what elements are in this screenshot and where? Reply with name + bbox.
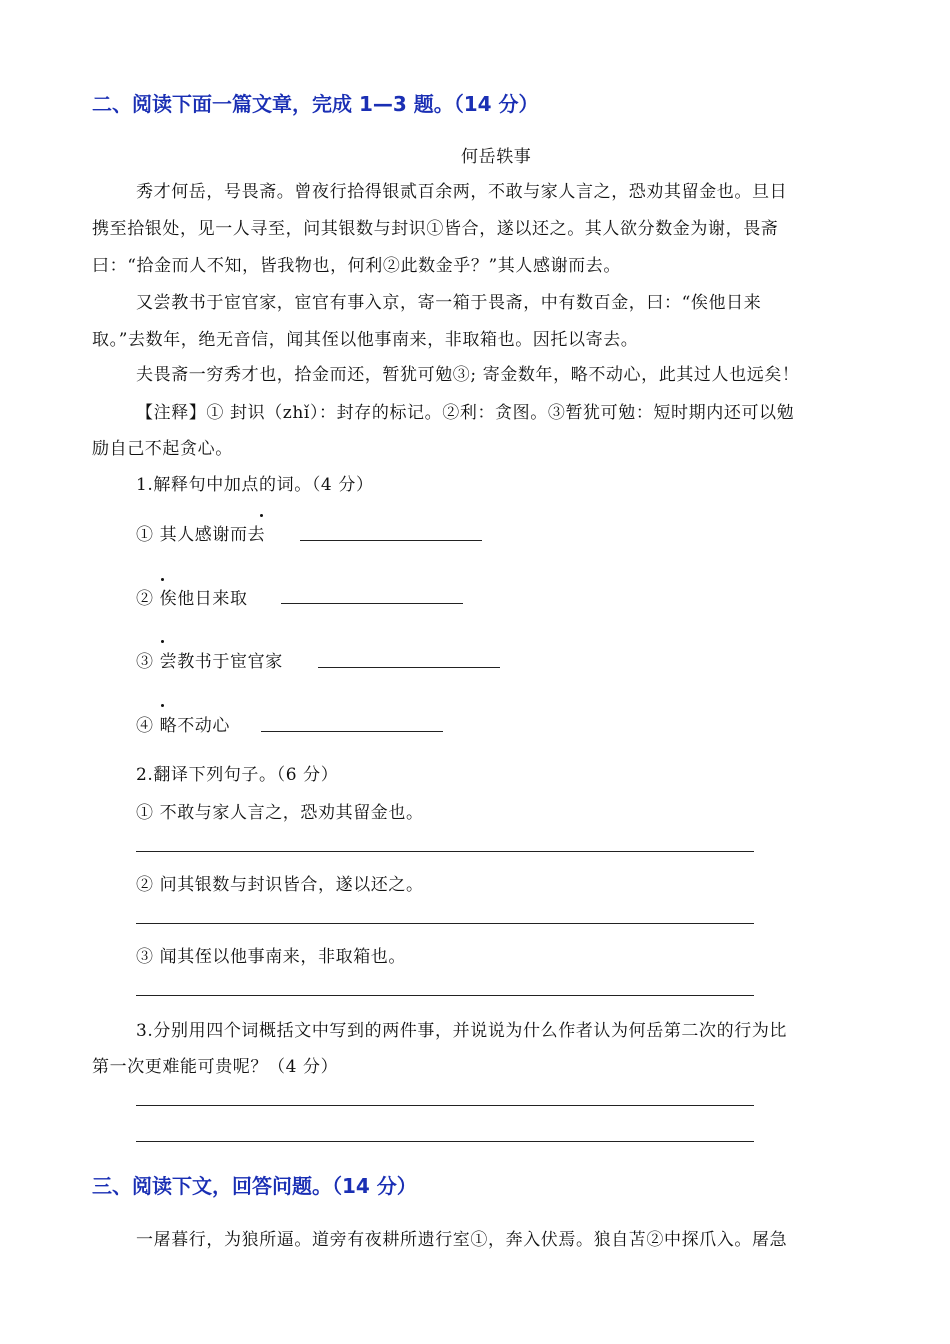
- answer-line[interactable]: [136, 923, 754, 924]
- answer-line[interactable]: [136, 851, 754, 852]
- emphasis-dot: [161, 704, 164, 707]
- emphasis-dot: [260, 514, 263, 517]
- answer-line[interactable]: [136, 995, 754, 996]
- answer-line[interactable]: [136, 1105, 754, 1106]
- section3-heading: 三、阅读下文，回答问题。（14 分）: [92, 1174, 417, 1198]
- answer-blank[interactable]: [281, 603, 463, 604]
- answer-blank[interactable]: [318, 667, 500, 668]
- article-title: 何岳轶事: [461, 147, 532, 167]
- section2-heading: 二、阅读下面一篇文章，完成 1—3 题。（14 分）: [92, 92, 539, 116]
- emphasis-dot: [161, 640, 164, 643]
- emphasis-dot: [161, 578, 164, 581]
- answer-line[interactable]: [136, 1141, 754, 1142]
- answer-blank[interactable]: [300, 540, 482, 541]
- answer-blank[interactable]: [261, 731, 443, 732]
